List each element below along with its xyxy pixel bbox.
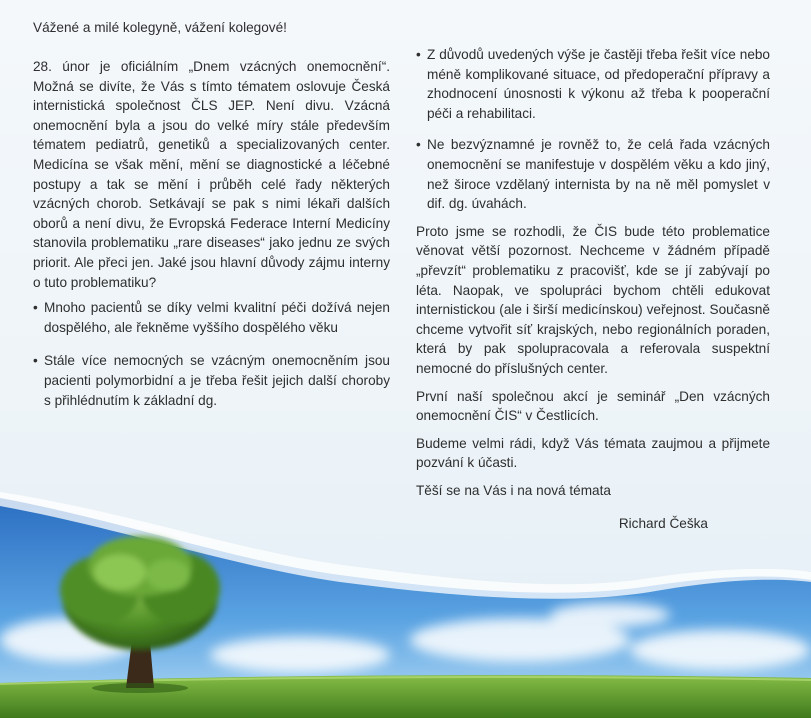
- bullet-item: • Stále více nemocných se vzácným onemocněním jsou pacienti polymorbidní a je třeba řešit jejich další choroby s přihlédnutím k základní dg.: [33, 351, 390, 410]
- bullet-item: • Ne bezvýznamné je rovněž to, že celá řada vzácných onemocnění se manifestuje v dospělém věku a kdo jiný, než široce vzdělaný internista by na ně měl pomyslet v dif. dg. úvahách.: [416, 135, 770, 213]
- signature: Richard Češka: [618, 516, 708, 532]
- body-paragraph: První naší společnou akcí je seminář „Den vzácných onemocnění ČIS“ v Čestlicích.: [416, 388, 770, 424]
- bullet-item: • Z důvodů uvedených výše je častěji třeba řešit více nebo méně komplikované situace, od předoperační přípravy a zhodnocení únosnosti k výkonu až třeba k pooperační péči a rehabilitaci.: [416, 45, 770, 123]
- greeting: Vážené a milé kolegyně, vážení kolegové!: [33, 20, 287, 35]
- body-paragraph: Proto jsme se rozhodli, že ČIS bude této problematice věnovat větší pozornost. Nechceme v žádném případě „převzít“ problematiku z pracovišť, kde se jí zabývají po léta. Naopak, ve spolupráci bychom chtěli edukovat internistickou (ale i širší medicínskou) veřejnost. Současně chceme vytvořit síť krajských, nebo regionálních poraden, která by pak spolupracovala a referovala suspektní nemocné do příslušných center.: [416, 223, 770, 376]
- bullet-item: • Mnoho pacientů se díky velmi kvalitní péči dožívá nejen dospělého, ale řekněme vyššího dospělého věku: [33, 298, 390, 337]
- left-column: [33, 57, 390, 410]
- closing-line: Těší se na Vás i na nová témata: [416, 482, 611, 498]
- intro-paragraph: 28. únor je oficiálním „Dnem vzácných onemocnění“. Možná se divíte, že Vás s tímto tématem oslovuje Česká internistická společnost ČLS JEP. Není divu. Vzácná onemocnění byla a jsou do velké míry stále především tématem pediatrů, genetiků a specializovaných center. Medicína se však mění, mění se diagnostické a léčebné postupy a tak se mění i průběh celé řady některých vzácných chorob. Setkávají se pak s nimi lékaři dalších oborů a není divu, že Evropská Federace Interní Medicíny stanovila problematiku „rare diseases“ jako jednu ze svých priorit. Ale přeci jen. Jaké jsou hlavní důvody zájmu interny o tuto problematiku?: [33, 59, 390, 290]
- body-paragraph: Budeme velmi rádi, když Vás témata zaujmou a přijmete pozvání k účasti.: [416, 435, 770, 471]
- right-column: [416, 45, 770, 534]
